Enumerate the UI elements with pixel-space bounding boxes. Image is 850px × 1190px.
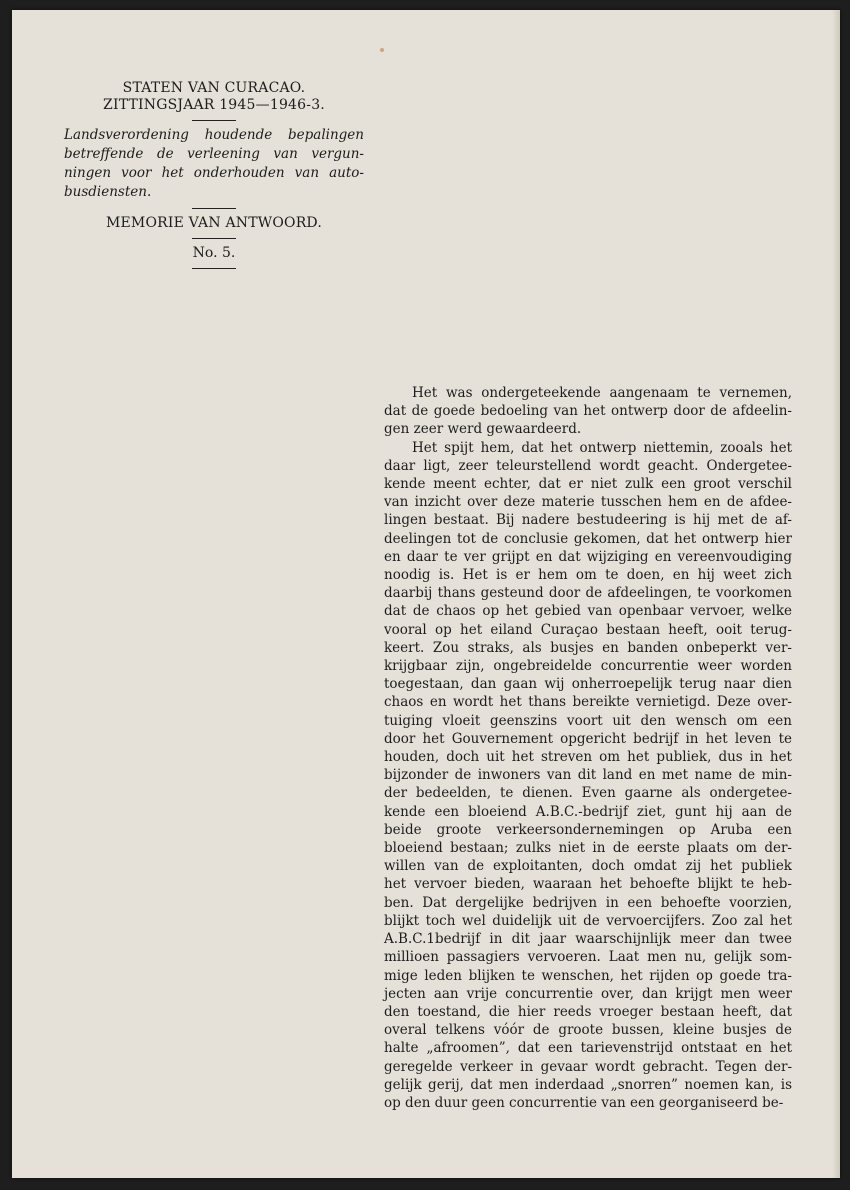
body-line: noodig is. Het is er hem om te doen, en hij weet zich: [384, 567, 792, 584]
body-line: krijgbaar zijn, ongebreidelde concurrentie weer worden: [384, 658, 792, 675]
header-rule-3: [192, 238, 236, 239]
body-line: Het was ondergeteekende aangenaam te vernemen,: [412, 385, 792, 401]
body-line: halte „afroomen”, dat een tarievenstrijd ontstaat en het: [384, 1040, 792, 1057]
body-line: dat de goede bedoeling van het ontwerp door de afdeelin-: [384, 403, 792, 420]
body-line: bijzonder de inwoners van dit land en met name de min-: [384, 767, 792, 784]
header-session: ZITTINGSJAAR 1945—1946-3.: [103, 97, 325, 113]
body-line: jecten aan vrije concurrentie over, dan krijgt men weer: [384, 985, 792, 1002]
body-line: daar ligt, zeer teleurstellend wordt geacht. Ondergetee-: [384, 457, 792, 474]
subject-line: betreffende de verleening van vergun-: [64, 146, 364, 162]
document-page: [12, 10, 840, 1178]
body-line: chaos en wordt het thans bereikte vernietigd. Deze over-: [384, 694, 792, 711]
body-line: gen zeer werd gewaardeerd.: [384, 421, 582, 438]
body-line: der bedeelden, te dienen. Even gaarne als ondergetee-: [384, 785, 792, 802]
body-text: [384, 384, 792, 1112]
body-line: het vervoer bieden, waaraan het behoefte blijkt te heb-: [384, 876, 792, 893]
header-subject: [64, 126, 364, 202]
subject-line: Landsverordening houdende bepalingen: [64, 127, 364, 143]
body-line: mige leden blijken te wenschen, het rijden op goede tra-: [384, 967, 792, 984]
body-line: geregelde verkeer in gevaar wordt gebracht. Tegen der-: [384, 1058, 792, 1075]
header-rule-2: [192, 208, 236, 209]
subject-line: ningen voor het onderhouden van auto-: [64, 165, 364, 181]
body-line: ben. Dat dergelijke bedrijven in een behoefte voorzien,: [384, 894, 792, 911]
subject-line: busdiensten.: [64, 184, 152, 200]
body-line: toegestaan, dan gaan wij onherroepelijk terug naar dien: [384, 676, 792, 693]
body-line: lingen bestaat. Bij nadere bestudeering is hij met de af-: [384, 512, 792, 529]
header-title: STATEN VAN CURACAO.: [122, 80, 306, 96]
header-rule-4: [192, 268, 236, 269]
document-header: [64, 80, 364, 274]
body-line: dat de chaos op het gebied van openbaar vervoer, welke: [384, 603, 792, 620]
page-edge-shadow: [832, 10, 840, 1178]
body-line: van inzicht over deze materie tusschen hem en de afdee-: [384, 494, 792, 511]
body-line: op den duur geen concurrentie van een georganiseerd be-: [384, 1094, 784, 1111]
body-line: bloeiend bestaan; zulks niet in de eerste plaats om der-: [384, 840, 792, 857]
body-line: houden, doch uit het streven om het publiek, dus in het: [384, 749, 792, 766]
body-line: tuiging vloeit geenszins voort uit den wensch om een: [384, 712, 792, 729]
body-line: millioen passagiers vervoeren. Laat men nu, gelijk som-: [384, 949, 792, 966]
body-line: A.B.C.1bedrijf in dit jaar waarschijnlijk meer dan twee: [384, 931, 792, 948]
body-line: Het spijt hem, dat het ontwerp niettemin, zooals het: [412, 439, 792, 456]
body-line: deelingen tot de conclusie gekomen, dat het ontwerp hier: [384, 530, 792, 547]
body-line: willen van de exploitanten, doch omdat zij het publiek: [384, 858, 792, 875]
body-line: den toestand, die hier reeds vroeger bestaan heeft, dat: [384, 1003, 792, 1020]
body-line: door het Gouvernement opgericht bedrijf in het leven te: [384, 730, 792, 747]
body-line: en daar te ver grijpt en dat wijziging en vereenvoudiging: [384, 548, 792, 565]
document-number: No. 5.: [192, 245, 236, 261]
body-line: overal telkens vóór de groote bussen, kleine busjes de: [384, 1022, 792, 1039]
header-rule-1: [192, 120, 236, 121]
body-line: blijkt toch wel duidelijk uit de vervoercijfers. Zoo zal het: [384, 912, 792, 929]
body-line: daarbij thans gesteund door de afdeelingen, te voorkomen: [384, 585, 792, 602]
memorie-heading: MEMORIE VAN ANTWOORD.: [105, 215, 323, 231]
body-line: kende een bloeiend A.B.C.-bedrijf ziet, gunt hij aan de: [384, 803, 792, 820]
body-line: beide groote verkeersondernemingen op Aruba een: [384, 821, 792, 838]
body-line: kende meent echter, dat er niet zulk een groot verschil: [384, 476, 792, 493]
body-line: gelijk gerij, dat men inderdaad „snorren” noemen kan, is: [384, 1076, 792, 1093]
body-line: vooral op het eiland Curaçao bestaan heeft, ooit terug-: [384, 621, 792, 638]
paper-speck: [380, 48, 384, 52]
body-line: keert. Zou straks, als busjes en banden onbeperkt ver-: [384, 639, 792, 656]
